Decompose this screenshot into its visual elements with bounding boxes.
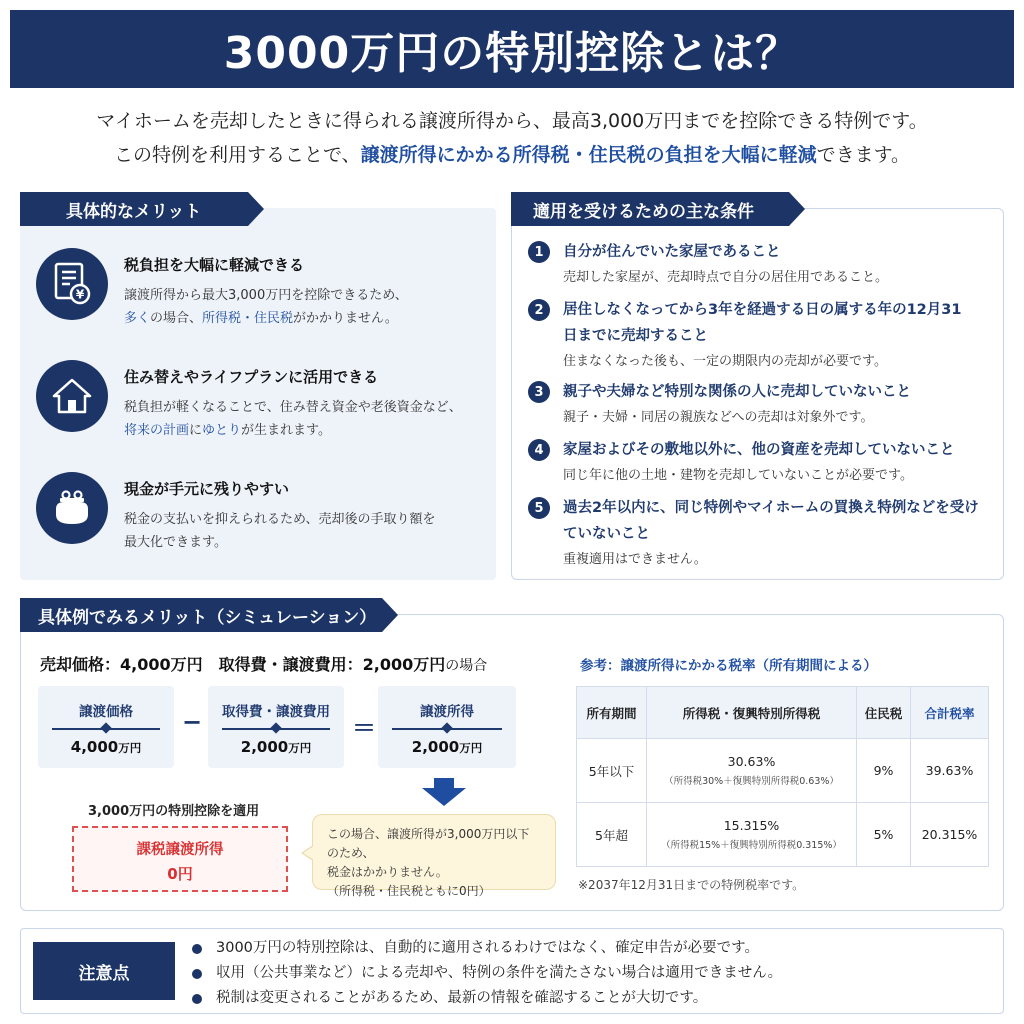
condition-number: 1: [528, 241, 550, 263]
bubble-line-2: 税金はかかりません。: [327, 865, 448, 879]
header-resident-tax: 住民税: [857, 687, 911, 739]
merit-desc-tax-hl2: 所得税・住民税: [202, 311, 294, 326]
condition-title: 過去2年以内に、同じ特例やマイホームの買換え特例などを受けていないこと: [563, 500, 979, 542]
wallet-icon: [36, 472, 108, 544]
cell-total-rate: 20.315%: [911, 803, 989, 867]
simulation-condition-suffix: の場合: [445, 658, 488, 674]
intro-text: [0, 104, 1024, 172]
deduction-apply-label: 3,000万円の特別控除を適用: [88, 804, 260, 819]
bubble-line-1: この場合、譲渡所得が3,000万円以下のため、: [327, 827, 530, 860]
taxable-income-box: [72, 826, 288, 892]
capital-gain-number: 2,000: [411, 738, 460, 756]
acquisition-cost-unit: 万円: [288, 741, 312, 755]
cell-income-tax: [647, 739, 857, 803]
merit-desc-relocation-post: が生まれます。: [241, 423, 332, 438]
document-yen-icon: [36, 248, 108, 320]
notes-label: 注意点: [33, 942, 175, 1000]
capital-gain-box: [378, 686, 516, 768]
header-period: 所有期間: [577, 687, 647, 739]
condition-desc: 重複適用はできません。: [563, 552, 707, 567]
condition-desc: 住まなくなった後も、一定の期限内の売却が必要です。: [563, 354, 887, 369]
condition-title: 親子や夫婦など特別な関係の人に売却していないこと: [563, 384, 911, 400]
table-row: [577, 739, 989, 803]
header-total-rate: 合計税率: [911, 687, 989, 739]
merit-desc-tax-post: がかかりません。: [293, 311, 398, 326]
cell-resident-tax: 9%: [857, 739, 911, 803]
intro-line-2: [0, 138, 1024, 172]
cell-resident-tax: 5%: [857, 803, 911, 867]
simulation-condition-main: 売却価格：4,000万円 取得費・譲渡費用：2,000万円: [40, 655, 446, 674]
list-item: 3000万円の特別控除は、自動的に適用されるわけではなく、確定申告が必要です。: [192, 936, 782, 961]
merit-desc-tax-line2: [124, 307, 494, 330]
cell-period: 5年以下: [577, 739, 647, 803]
sale-price-number: 4,000: [70, 738, 119, 756]
merit-desc-relocation-line2: [124, 419, 494, 442]
condition-desc: 売却した家屋が、売却時点で自分の居住用であること。: [563, 270, 889, 285]
income-rate-note: （所得税15%＋復興特別所得税0.315%）: [661, 840, 842, 851]
table-row: [577, 803, 989, 867]
table-header-row: [577, 687, 989, 739]
merit-title-relocation: 住み替えやライフプランに活用できる: [124, 368, 379, 386]
merit-desc-relocation: [124, 396, 494, 442]
conditions-panel: [511, 208, 1004, 580]
divider-line: [392, 728, 502, 730]
sale-price-value: [38, 738, 174, 756]
income-rate: 15.315%: [723, 818, 780, 833]
tax-rate-title: 参考：譲渡所得にかかる税率（所有期間による）: [580, 658, 877, 674]
merit-title-cash: 現金が手元に残りやすい: [124, 480, 290, 498]
merit-desc-relocation-hl1: 将来の計画: [124, 423, 190, 438]
merit-desc-cash: [124, 508, 494, 554]
acquisition-cost-box: [208, 686, 344, 768]
house-icon: [36, 360, 108, 432]
sale-price-box: [38, 686, 174, 768]
cell-total-rate: 39.63%: [911, 739, 989, 803]
condition-number: 4: [528, 439, 550, 461]
down-arrow-icon: [420, 778, 468, 806]
tax-rate-note: ※2037年12月31日までの特例税率です。: [578, 878, 805, 892]
acquisition-cost-label: 取得費・譲渡費用: [222, 704, 330, 720]
capital-gain-unit: 万円: [459, 741, 483, 755]
list-item: 税制は変更されることがあるため、最新の情報を確認することが大切です。: [192, 986, 782, 1011]
minus-operator: −: [182, 708, 203, 736]
tax-rate-table: [576, 686, 989, 867]
equals-operator: ＝: [352, 714, 376, 742]
bubble-line-3: （所得税・住民税ともに0円）: [327, 884, 491, 898]
condition-title: 居住しなくなってから3年を経過する日の属する年の12月31日までに売却すること: [563, 302, 962, 344]
income-rate-note: （所得税30%＋復興特別所得税0.63%）: [664, 776, 839, 787]
taxable-income-value: 0円: [167, 865, 193, 883]
merit-desc-tax-line1: 譲渡所得から最大3,000万円を控除できるため、: [124, 288, 408, 303]
merit-desc-tax-hl1: 多く: [124, 311, 151, 326]
merit-desc-relocation-hl2: ゆとり: [202, 423, 242, 438]
acquisition-cost-value: [208, 738, 344, 756]
simulation-heading: 具体例でみるメリット（シミュレーション）: [20, 598, 382, 632]
intro-highlight: 譲渡所得にかかる所得税・住民税の負担を大幅に軽減: [360, 144, 817, 166]
merits-heading: 具体的なメリット: [20, 192, 248, 226]
intro-line-2-post: できます。: [816, 144, 911, 166]
divider-line: [52, 728, 161, 730]
sale-price-label: 譲渡価格: [79, 704, 133, 720]
merit-desc-tax: [124, 284, 494, 330]
condition-title: 家屋およびその敷地以外に、他の資産を売却していないこと: [563, 442, 955, 458]
conditions-heading: 適用を受けるための主な条件: [511, 192, 789, 226]
simulation-condition: [40, 652, 487, 675]
list-item: 収用（公共事業など）による売却や、特例の条件を満たさない場合は適用できません。: [192, 961, 782, 986]
condition-desc: 同じ年に他の土地・建物を売却していないことが必要です。: [563, 468, 913, 483]
condition-desc: 親子・夫婦・同居の親族などへの売却は対象外です。: [563, 410, 874, 425]
cell-income-tax: [647, 803, 857, 867]
intro-line-1: マイホームを売却したときに得られる譲渡所得から、最高3,000万円までを控除できる特例です。: [96, 110, 928, 132]
header-income-tax: 所得税・復興特別所得税: [647, 687, 857, 739]
capital-gain-label: 譲渡所得: [420, 704, 474, 720]
page-header: [10, 10, 1014, 88]
condition-number: 3: [528, 381, 550, 403]
merit-desc-relocation-mid: に: [189, 423, 203, 438]
condition-number: 2: [528, 299, 550, 321]
divider-line: [222, 728, 331, 730]
explanation-bubble: [312, 814, 556, 898]
acquisition-cost-number: 2,000: [240, 738, 289, 756]
merit-desc-tax-mid: の場合、: [150, 311, 203, 326]
merit-title-tax: 税負担を大幅に軽減できる: [124, 256, 305, 274]
merits-panel: [20, 208, 496, 580]
condition-title: 自分が住んでいた家屋であること: [563, 244, 781, 260]
sale-price-unit: 万円: [118, 741, 142, 755]
cell-period: 5年超: [577, 803, 647, 867]
notes-list: [192, 936, 782, 1011]
condition-number: 5: [528, 497, 550, 519]
merit-desc-cash-line1: 税金の支払いを抑えられるため、売却後の手取り額を: [124, 512, 436, 527]
intro-line-2-pre: この特例を利用することで、: [113, 144, 361, 166]
page-title: 3000万円の特別控除とは？: [223, 28, 801, 79]
merit-desc-relocation-line1: 税負担が軽くなることで、住み替え資金や老後資金など、: [124, 400, 462, 415]
taxable-income-label: 課税譲渡所得: [136, 842, 224, 858]
merit-desc-cash-line2: 最大化できます。: [124, 535, 227, 550]
income-rate: 30.63%: [727, 754, 776, 769]
svg-text:¥: ¥: [75, 287, 85, 302]
capital-gain-value: [378, 738, 516, 756]
